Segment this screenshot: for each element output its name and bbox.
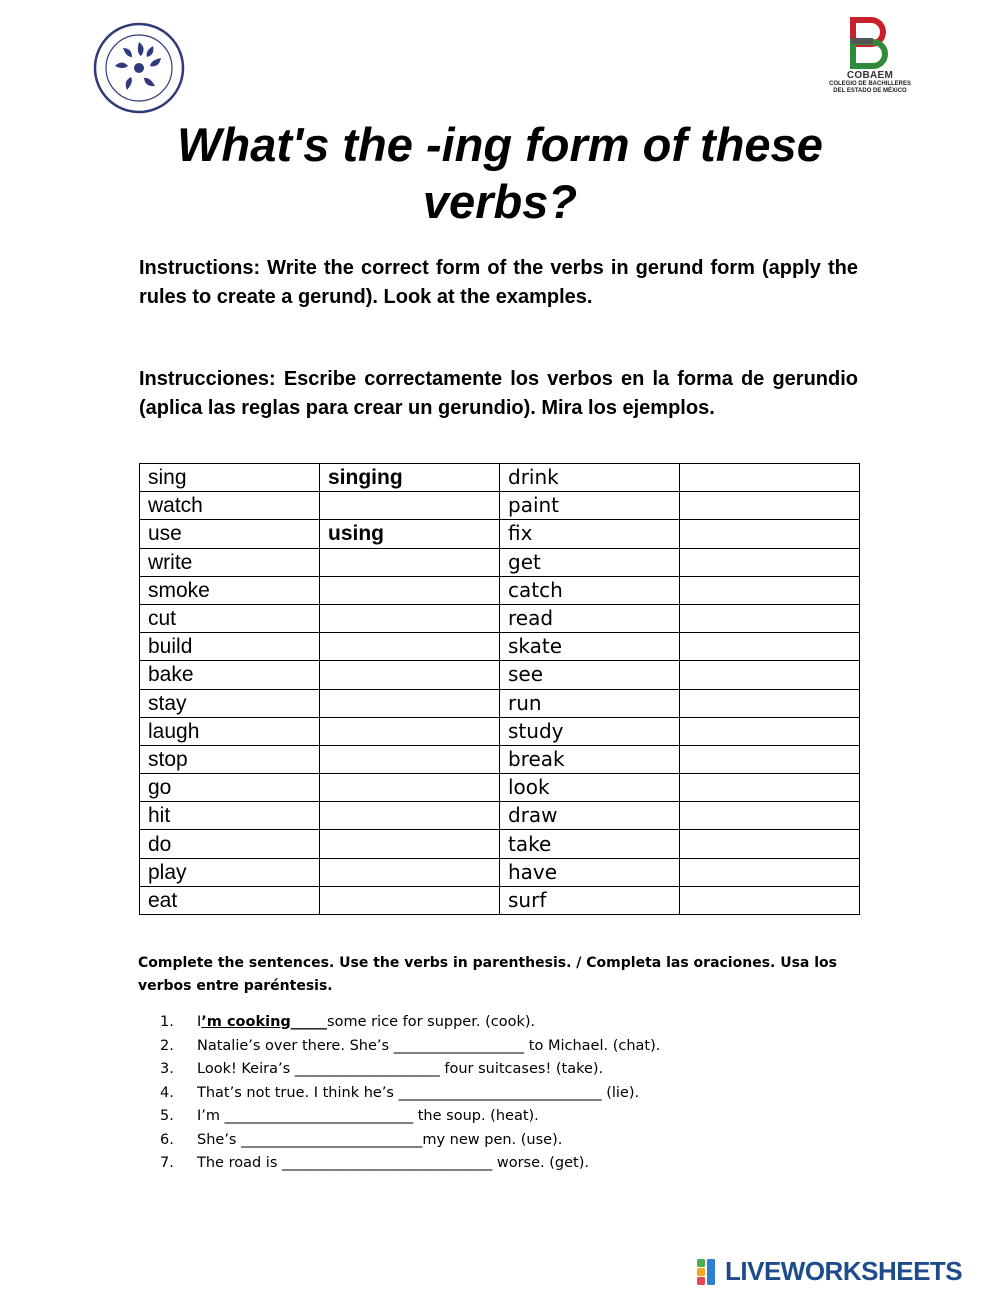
table-row (140, 576, 860, 604)
gerund-answer-cell[interactable] (680, 717, 860, 745)
verb-cell: study (500, 717, 680, 745)
table-row (140, 858, 860, 886)
sentence-text-after: my new pen. (use). (422, 1131, 563, 1148)
table-row (140, 717, 860, 745)
table-row (140, 548, 860, 576)
verb-cell: drink (500, 464, 680, 492)
table-row (140, 661, 860, 689)
gerund-answer-cell[interactable] (680, 661, 860, 689)
table-row (140, 492, 860, 520)
university-seal-icon (93, 22, 185, 114)
table-row (140, 604, 860, 632)
verb-cell: catch (500, 576, 680, 604)
verb-cell: break (500, 745, 680, 773)
sentence-text-before: That’s not true. I think he’s (197, 1084, 399, 1101)
gerund-answer-cell[interactable] (680, 633, 860, 661)
sentence-item (160, 1058, 780, 1082)
liveworksheets-logo-icon (697, 1259, 723, 1285)
verb-cell: read (500, 604, 680, 632)
gerund-answer-cell[interactable] (320, 633, 500, 661)
sentence-number: 5. (160, 1108, 174, 1124)
verb-cell: look (500, 774, 680, 802)
verb-cell: do (140, 830, 320, 858)
sentence-item (160, 1152, 780, 1176)
verb-cell: play (140, 858, 320, 886)
sentence-number: 1. (160, 1014, 174, 1030)
sentence-item (160, 1082, 780, 1106)
cobaem-subtitle-1: COLEGIO DE BACHILLERES (828, 81, 911, 87)
verb-cell: stop (140, 745, 320, 773)
gerund-answer-cell[interactable] (320, 717, 500, 745)
verb-cell: hit (140, 802, 320, 830)
cobaem-name: COBAEM (846, 70, 894, 81)
gerund-answer-cell[interactable] (680, 802, 860, 830)
sentence-list (160, 1011, 780, 1176)
table-row (140, 802, 860, 830)
verb-cell: have (500, 858, 680, 886)
sentence-item (160, 1129, 780, 1153)
sentence-text-before: Natalie’s over there. She’s (197, 1037, 394, 1054)
sentence-text-after: to Michael. (chat). (524, 1037, 661, 1054)
verb-cell: write (140, 548, 320, 576)
gerund-answer-cell[interactable] (320, 661, 500, 689)
gerund-answer-cell[interactable]: singing (320, 464, 500, 492)
gerund-answer-cell[interactable] (320, 689, 500, 717)
sentence-number: 4. (160, 1084, 174, 1101)
gerund-answer-cell[interactable] (680, 886, 860, 914)
cobaem-b-logo-icon (845, 16, 895, 70)
gerund-answer-cell[interactable] (320, 886, 500, 914)
sentence-number: 6. (160, 1131, 174, 1148)
complete-sentences-instructions: Complete the sentences. Use the verbs in parenthesis. / Completa las oraciones. Usa los verbos entre paréntesis. (138, 955, 837, 994)
gerund-answer-cell[interactable] (680, 548, 860, 576)
table-row (140, 633, 860, 661)
verb-cell: paint (500, 492, 680, 520)
table-row (140, 774, 860, 802)
table-row (140, 830, 860, 858)
verb-cell: laugh (140, 717, 320, 745)
sentence-item (160, 1011, 780, 1035)
verb-cell: cut (140, 604, 320, 632)
gerund-answer-cell[interactable] (320, 492, 500, 520)
cobaem-logo (820, 16, 920, 116)
sentence-blank[interactable]: ____________________ (294, 1061, 440, 1077)
verb-cell: fix (500, 520, 680, 548)
gerund-answer-cell[interactable] (680, 689, 860, 717)
sentence-text-before: Look! Keira’s (197, 1061, 295, 1077)
liveworksheets-brand (697, 1255, 997, 1287)
verb-cell: watch (140, 492, 320, 520)
sentence-text-after: the soup. (heat). (413, 1108, 539, 1124)
table-row (140, 520, 860, 548)
sentence-text-before: She’s (197, 1131, 242, 1148)
verb-cell: skate (500, 633, 680, 661)
sentence-answer[interactable]: ’m cooking (201, 1014, 291, 1030)
verb-cell: see (500, 661, 680, 689)
gerund-answer-cell[interactable] (320, 774, 500, 802)
sentence-blank[interactable]: __________________ (393, 1037, 525, 1054)
gerund-answer-cell[interactable] (320, 830, 500, 858)
sentence-blank[interactable]: _________________________ (241, 1131, 423, 1148)
sentence-text-before: The road is (197, 1155, 282, 1171)
table-row (140, 886, 860, 914)
cobaem-subtitle-2: DEL ESTADO DE MÉXICO (833, 88, 907, 94)
gerund-answer-cell[interactable] (680, 520, 860, 548)
table-row (140, 464, 860, 492)
verb-cell: run (500, 689, 680, 717)
sentence-blank[interactable]: ____________________________ (398, 1084, 602, 1101)
gerund-answer-cell[interactable]: using (320, 520, 500, 548)
gerund-answer-cell[interactable] (320, 858, 500, 886)
university-seal-logo (93, 22, 185, 114)
verb-table (139, 463, 860, 915)
gerund-answer-cell[interactable] (320, 576, 500, 604)
sentence-text-after: four suitcases! (take). (439, 1061, 604, 1077)
sentence-blank[interactable]: _____ (290, 1014, 328, 1030)
verb-cell: smoke (140, 576, 320, 604)
sentence-text-after: some rice for supper. (cook). (327, 1014, 536, 1030)
gerund-answer-cell[interactable] (680, 464, 860, 492)
gerund-answer-cell[interactable] (320, 604, 500, 632)
gerund-answer-cell[interactable] (680, 492, 860, 520)
liveworksheets-wordmark: LIVEWORKSHEETS (725, 1256, 963, 1286)
verb-cell: use (140, 520, 320, 548)
verb-cell: go (140, 774, 320, 802)
verb-cell: sing (140, 464, 320, 492)
sentence-blank[interactable]: __________________________ (224, 1108, 414, 1124)
gerund-answer-cell[interactable] (320, 548, 500, 576)
verb-cell: take (500, 830, 680, 858)
verb-cell: draw (500, 802, 680, 830)
sentence-number: 7. (160, 1155, 174, 1171)
verb-cell: build (140, 633, 320, 661)
sentence-text-after: worse. (get). (492, 1155, 589, 1171)
table-row (140, 745, 860, 773)
gerund-answer-cell[interactable] (680, 774, 860, 802)
gerund-answer-cell[interactable] (680, 745, 860, 773)
sentence-number: 3. (160, 1061, 174, 1077)
verb-cell: get (500, 548, 680, 576)
gerund-answer-cell[interactable] (680, 830, 860, 858)
gerund-answer-cell[interactable] (320, 745, 500, 773)
gerund-answer-cell[interactable] (680, 604, 860, 632)
sentence-text-after: (lie). (601, 1084, 640, 1101)
sentence-item (160, 1035, 780, 1059)
gerund-answer-cell[interactable] (320, 802, 500, 830)
gerund-answer-cell[interactable] (680, 858, 860, 886)
sentence-text-before: I (197, 1014, 202, 1030)
sentence-text-before: I’m (197, 1108, 225, 1124)
verb-cell: bake (140, 661, 320, 689)
verb-cell: eat (140, 886, 320, 914)
sentence-blank[interactable]: _____________________________ (281, 1155, 493, 1171)
worksheet-title: What's the -ing form of these verbs? (177, 118, 823, 228)
sentence-number: 2. (160, 1037, 174, 1054)
verb-cell: stay (140, 689, 320, 717)
verb-cell: surf (500, 886, 680, 914)
instructions-spanish: Instrucciones: Escribe correctamente los verbos en la forma de gerundio (aplica las reglas para crear un gerundio). Mira los ejemplos. (139, 368, 858, 419)
instructions-english: Instructions: Write the correct form of the verbs in gerund form (apply the rules to create a gerund). Look at the examples. (139, 257, 858, 308)
table-row (140, 689, 860, 717)
gerund-answer-cell[interactable] (680, 576, 860, 604)
sentence-item (160, 1105, 780, 1129)
